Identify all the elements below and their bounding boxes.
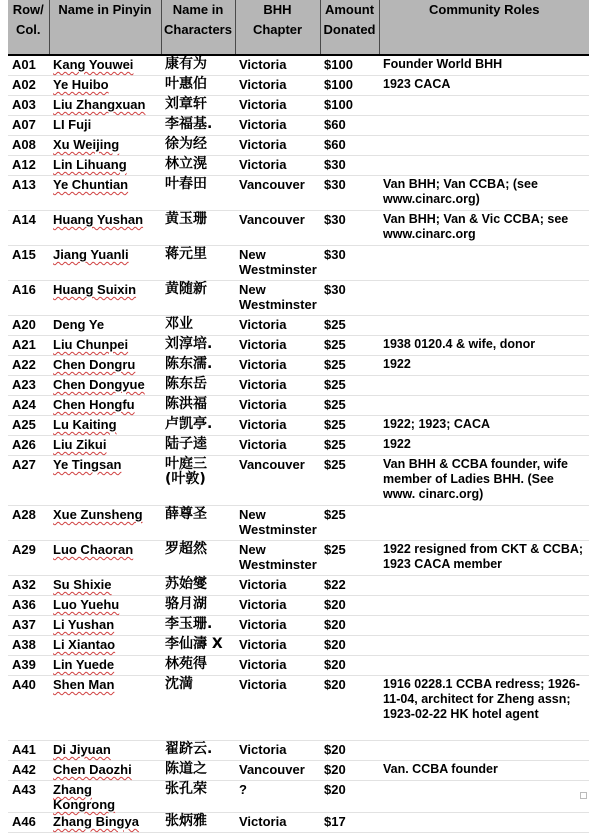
- cell-name-characters: 苏始燮: [161, 576, 235, 596]
- cell-bhh-chapter: Victoria: [235, 376, 320, 396]
- header-name-pinyin: Name in Pinyin: [49, 0, 161, 55]
- cell-community-roles: 1938 0120.4 & wife, donor: [379, 336, 589, 356]
- cell-row-id: A28: [8, 506, 49, 541]
- cell-amount: $30: [320, 211, 379, 246]
- pinyin-text: Chen Dongyue: [53, 377, 145, 392]
- cell-name-characters: 邓业: [161, 316, 235, 336]
- cell-community-roles: [379, 281, 589, 316]
- cell-row-id: A20: [8, 316, 49, 336]
- pinyin-text: Luo Yuehu: [53, 597, 120, 612]
- cell-name-pinyin: [49, 246, 161, 281]
- cell-bhh-chapter: ?: [235, 781, 320, 813]
- cell-name-characters: 康有为: [161, 55, 235, 76]
- pinyin-text: Lin Yuede: [53, 657, 115, 672]
- cell-amount: $25: [320, 436, 379, 456]
- cell-row-id: A32: [8, 576, 49, 596]
- table-row: [8, 576, 589, 596]
- cell-amount: $25: [320, 336, 379, 356]
- cell-bhh-chapter: New Westminster: [235, 246, 320, 281]
- table-row: [8, 116, 589, 136]
- cell-name-characters: 黄玉珊: [161, 211, 235, 246]
- table-row: [8, 741, 589, 761]
- cell-amount: $30: [320, 176, 379, 211]
- cell-row-id: A29: [8, 541, 49, 576]
- cell-amount: $30: [320, 281, 379, 316]
- cell-community-roles: Van BHH; Van CCBA; (see www.cinarc.org): [379, 176, 589, 211]
- pinyin-text: Zhang Kongrong: [53, 782, 116, 812]
- cell-name-characters: 沈満: [161, 676, 235, 741]
- cell-bhh-chapter: Victoria: [235, 156, 320, 176]
- table-row: [8, 541, 589, 576]
- pinyin-text: Li Xiantao: [53, 637, 116, 652]
- cell-bhh-chapter: Victoria: [235, 636, 320, 656]
- table-row: [8, 156, 589, 176]
- cell-name-characters: 林立滉: [161, 156, 235, 176]
- cell-name-pinyin: [49, 656, 161, 676]
- cell-bhh-chapter: Victoria: [235, 116, 320, 136]
- pinyin-text: Lin Lihuang: [53, 157, 127, 172]
- cell-name-pinyin: LI Fuji: [49, 116, 161, 136]
- table-row: [8, 176, 589, 211]
- cell-row-id: A27: [8, 456, 49, 506]
- cell-bhh-chapter: Victoria: [235, 741, 320, 761]
- cell-bhh-chapter: Victoria: [235, 136, 320, 156]
- cell-name-pinyin: [49, 55, 161, 76]
- cell-amount: $60: [320, 116, 379, 136]
- cell-bhh-chapter: Victoria: [235, 356, 320, 376]
- cell-community-roles: [379, 596, 589, 616]
- table-body: [8, 55, 589, 833]
- cell-name-characters: 林苑得: [161, 656, 235, 676]
- cell-amount: $20: [320, 676, 379, 741]
- cell-community-roles: [379, 636, 589, 656]
- cell-amount: $20: [320, 616, 379, 636]
- cell-row-id: A41: [8, 741, 49, 761]
- cell-name-pinyin: [49, 741, 161, 761]
- cell-bhh-chapter: Victoria: [235, 336, 320, 356]
- cell-name-characters: 骆月湖: [161, 596, 235, 616]
- pinyin-text: Lu Kaiting: [53, 417, 117, 432]
- table-row: [8, 376, 589, 396]
- cell-name-pinyin: [49, 781, 161, 813]
- cell-amount: $25: [320, 356, 379, 376]
- table-row: [8, 76, 589, 96]
- cell-bhh-chapter: Vancouver: [235, 761, 320, 781]
- cell-name-pinyin: [49, 813, 161, 833]
- cell-name-characters: 卢凯亭.: [161, 416, 235, 436]
- table-row: [8, 211, 589, 246]
- cell-amount: $20: [320, 656, 379, 676]
- cell-bhh-chapter: Victoria: [235, 96, 320, 116]
- cell-community-roles: 1922 resigned from CKT & CCBA; 1923 CACA member: [379, 541, 589, 576]
- cell-row-id: A46: [8, 813, 49, 833]
- pinyin-text: Xu Weijing: [53, 137, 120, 152]
- cell-community-roles: 1922: [379, 436, 589, 456]
- cell-amount: $22: [320, 576, 379, 596]
- cell-amount: $100: [320, 96, 379, 116]
- cell-bhh-chapter: Victoria: [235, 396, 320, 416]
- cell-bhh-chapter: Vancouver: [235, 456, 320, 506]
- cell-community-roles: 1923 CACA: [379, 76, 589, 96]
- cell-community-roles: [379, 616, 589, 636]
- cell-amount: $20: [320, 596, 379, 616]
- cell-community-roles: [379, 376, 589, 396]
- pinyin-text: Kang Youwei: [53, 57, 134, 72]
- cell-amount: $20: [320, 741, 379, 761]
- cell-amount: $25: [320, 456, 379, 506]
- cell-name-pinyin: [49, 416, 161, 436]
- cell-community-roles: Van BHH; Van & Vic CCBA; see www.cinarc.org: [379, 211, 589, 246]
- cell-amount: $25: [320, 376, 379, 396]
- cell-name-pinyin: [49, 376, 161, 396]
- cell-bhh-chapter: Victoria: [235, 656, 320, 676]
- table-row: [8, 356, 589, 376]
- cell-community-roles: [379, 246, 589, 281]
- cell-name-pinyin: [49, 281, 161, 316]
- cell-row-id: A42: [8, 761, 49, 781]
- cell-community-roles: 1916 0228.1 CCBA redress; 1926- 11-04, architect for Zheng assn; 1923-02-22 HK hotel agent: [379, 676, 589, 741]
- table-row: [8, 136, 589, 156]
- cell-bhh-chapter: Vancouver: [235, 211, 320, 246]
- cell-name-pinyin: [49, 156, 161, 176]
- pinyin-text: Ye Tingsan: [53, 457, 122, 472]
- cell-name-characters: 叶庭三 (叶敦): [161, 456, 235, 506]
- pinyin-text: Chen Hongfu: [53, 397, 135, 412]
- cell-amount: $100: [320, 55, 379, 76]
- cell-name-pinyin: [49, 136, 161, 156]
- cell-bhh-chapter: Victoria: [235, 76, 320, 96]
- header-row-col: Row/ Col.: [8, 0, 49, 55]
- cell-community-roles: Founder World BHH: [379, 55, 589, 76]
- cell-name-characters: 黄随新: [161, 281, 235, 316]
- cell-name-characters: 徐为经: [161, 136, 235, 156]
- header-row: [8, 0, 589, 55]
- cell-name-characters: 罗超然: [161, 541, 235, 576]
- cell-row-id: A15: [8, 246, 49, 281]
- cell-name-characters: 陆子逵: [161, 436, 235, 456]
- cell-community-roles: 1922: [379, 356, 589, 376]
- cell-bhh-chapter: Victoria: [235, 416, 320, 436]
- table-row: [8, 436, 589, 456]
- pinyin-text: Zhang Bingya: [53, 814, 139, 829]
- cell-name-characters: 薛尊圣: [161, 506, 235, 541]
- cell-name-characters: 叶春田: [161, 176, 235, 211]
- header-name-characters: Name in Characters: [161, 0, 235, 55]
- pinyin-text: Chen Daozhi: [53, 762, 132, 777]
- pinyin-text: Shen Man: [53, 677, 115, 692]
- cell-name-characters: 李玉珊.: [161, 616, 235, 636]
- cell-community-roles: [379, 396, 589, 416]
- cell-community-roles: [379, 506, 589, 541]
- cell-amount: $60: [320, 136, 379, 156]
- cell-community-roles: 1922; 1923; CACA: [379, 416, 589, 436]
- table-row: [8, 396, 589, 416]
- pinyin-text: Luo Chaoran: [53, 542, 134, 557]
- cell-name-pinyin: [49, 596, 161, 616]
- table-row: [8, 676, 589, 741]
- cell-bhh-chapter: Victoria: [235, 813, 320, 833]
- cell-community-roles: [379, 96, 589, 116]
- pinyin-text: Liu Zhangxuan: [53, 97, 146, 112]
- cell-community-roles: [379, 813, 589, 833]
- cell-name-characters: 陈道之: [161, 761, 235, 781]
- cell-name-characters: 陈洪福: [161, 396, 235, 416]
- pinyin-text: Chen Dongru: [53, 357, 136, 372]
- cell-row-id: A13: [8, 176, 49, 211]
- cell-row-id: A23: [8, 376, 49, 396]
- pinyin-text: Su Shixie: [53, 577, 112, 592]
- cell-row-id: A21: [8, 336, 49, 356]
- pinyin-text: Ye Huibo: [53, 77, 109, 92]
- cell-row-id: A43: [8, 781, 49, 813]
- resize-handle[interactable]: [580, 792, 587, 799]
- cell-name-characters: 陈东岳: [161, 376, 235, 396]
- cell-name-characters: 张炳雅: [161, 813, 235, 833]
- pinyin-text: Huang Yushan: [53, 212, 144, 227]
- pinyin-text: Liu Zikui: [53, 437, 107, 452]
- cell-name-pinyin: [49, 76, 161, 96]
- header-amount-donated: Amount Donated: [320, 0, 379, 55]
- table-row: [8, 636, 589, 656]
- cell-bhh-chapter: Vancouver: [235, 176, 320, 211]
- cell-row-id: A08: [8, 136, 49, 156]
- cell-name-pinyin: [49, 506, 161, 541]
- cell-row-id: A40: [8, 676, 49, 741]
- pinyin-text: Huang Suixin: [53, 282, 137, 297]
- cell-bhh-chapter: New Westminster: [235, 541, 320, 576]
- cell-row-id: A26: [8, 436, 49, 456]
- cell-bhh-chapter: New Westminster: [235, 506, 320, 541]
- cell-name-pinyin: [49, 676, 161, 741]
- cell-name-characters: 刘淳培.: [161, 336, 235, 356]
- cell-community-roles: Van. CCBA founder: [379, 761, 589, 781]
- cell-amount: $30: [320, 246, 379, 281]
- pinyin-text: Di Jiyuan: [53, 742, 111, 757]
- table-row: [8, 416, 589, 436]
- cell-community-roles: [379, 576, 589, 596]
- table-row: [8, 616, 589, 636]
- cell-amount: $25: [320, 316, 379, 336]
- cell-name-pinyin: [49, 396, 161, 416]
- cell-community-roles: [379, 116, 589, 136]
- cell-amount: $25: [320, 396, 379, 416]
- cell-row-id: A24: [8, 396, 49, 416]
- cell-amount: $25: [320, 416, 379, 436]
- cell-name-pinyin: [49, 211, 161, 246]
- cell-community-roles: [379, 741, 589, 761]
- table-row: [8, 55, 589, 76]
- cell-row-id: A25: [8, 416, 49, 436]
- cell-bhh-chapter: Victoria: [235, 616, 320, 636]
- cell-name-pinyin: [49, 616, 161, 636]
- table-row: [8, 656, 589, 676]
- cell-community-roles: Van BHH & CCBA founder, wife member of Ladies BHH. (See www. cinarc.org): [379, 456, 589, 506]
- cell-name-pinyin: [49, 436, 161, 456]
- cell-name-characters: 刘章轩: [161, 96, 235, 116]
- cell-amount: $17: [320, 813, 379, 833]
- cell-row-id: A38: [8, 636, 49, 656]
- cell-bhh-chapter: Victoria: [235, 55, 320, 76]
- pinyin-text: Li Yushan: [53, 617, 115, 632]
- table-row: [8, 813, 589, 833]
- pinyin-text: Xue Zunsheng: [53, 507, 143, 522]
- cell-bhh-chapter: Victoria: [235, 576, 320, 596]
- table-row: [8, 506, 589, 541]
- table-row: [8, 316, 589, 336]
- cell-name-pinyin: [49, 96, 161, 116]
- cell-name-pinyin: [49, 761, 161, 781]
- table-row: [8, 281, 589, 316]
- cell-name-characters: 翟跻云.: [161, 741, 235, 761]
- cell-bhh-chapter: New Westminster: [235, 281, 320, 316]
- pinyin-text: Liu Chunpei: [53, 337, 129, 352]
- cell-name-pinyin: [49, 576, 161, 596]
- header-bhh-chapter: BHH Chapter: [235, 0, 320, 55]
- cell-community-roles: [379, 781, 589, 813]
- cell-row-id: A37: [8, 616, 49, 636]
- table-row: [8, 96, 589, 116]
- cell-row-id: A01: [8, 55, 49, 76]
- cell-community-roles: [379, 156, 589, 176]
- cell-name-characters: 李福基.: [161, 116, 235, 136]
- cell-row-id: A39: [8, 656, 49, 676]
- cell-name-characters: 张孔荣: [161, 781, 235, 813]
- table-row: [8, 761, 589, 781]
- pinyin-text: Ye Chuntian: [53, 177, 129, 192]
- cell-bhh-chapter: Victoria: [235, 436, 320, 456]
- donor-table: [8, 0, 589, 833]
- cell-name-characters: 叶惠伯: [161, 76, 235, 96]
- cell-name-characters: 蒋元里: [161, 246, 235, 281]
- cell-name-pinyin: [49, 356, 161, 376]
- cell-row-id: A12: [8, 156, 49, 176]
- cell-row-id: A16: [8, 281, 49, 316]
- cell-name-characters: 李仙濤 X: [161, 636, 235, 656]
- cell-community-roles: [379, 136, 589, 156]
- header-community-roles: Community Roles: [379, 0, 589, 55]
- cell-row-id: A02: [8, 76, 49, 96]
- cell-amount: $20: [320, 781, 379, 813]
- cell-bhh-chapter: Victoria: [235, 316, 320, 336]
- cell-row-id: A03: [8, 96, 49, 116]
- table-row: [8, 246, 589, 281]
- cell-community-roles: [379, 316, 589, 336]
- cell-bhh-chapter: Victoria: [235, 676, 320, 741]
- pinyin-text: Jiang Yuanli: [53, 247, 129, 262]
- cell-name-pinyin: [49, 636, 161, 656]
- cell-amount: $25: [320, 506, 379, 541]
- table-row: [8, 456, 589, 506]
- cell-name-pinyin: Deng Ye: [49, 316, 161, 336]
- cell-name-pinyin: [49, 176, 161, 211]
- cell-row-id: A07: [8, 116, 49, 136]
- table-row: [8, 596, 589, 616]
- cell-amount: $100: [320, 76, 379, 96]
- cell-row-id: A22: [8, 356, 49, 376]
- cell-name-pinyin: [49, 541, 161, 576]
- cell-name-characters: 陈东濡.: [161, 356, 235, 376]
- cell-amount: $25: [320, 541, 379, 576]
- cell-name-pinyin: [49, 336, 161, 356]
- cell-community-roles: [379, 656, 589, 676]
- cell-name-pinyin: [49, 456, 161, 506]
- cell-bhh-chapter: Victoria: [235, 596, 320, 616]
- cell-amount: $30: [320, 156, 379, 176]
- cell-amount: $20: [320, 761, 379, 781]
- table-row: [8, 336, 589, 356]
- cell-row-id: A36: [8, 596, 49, 616]
- table-row: [8, 781, 589, 813]
- cell-row-id: A14: [8, 211, 49, 246]
- cell-amount: $20: [320, 636, 379, 656]
